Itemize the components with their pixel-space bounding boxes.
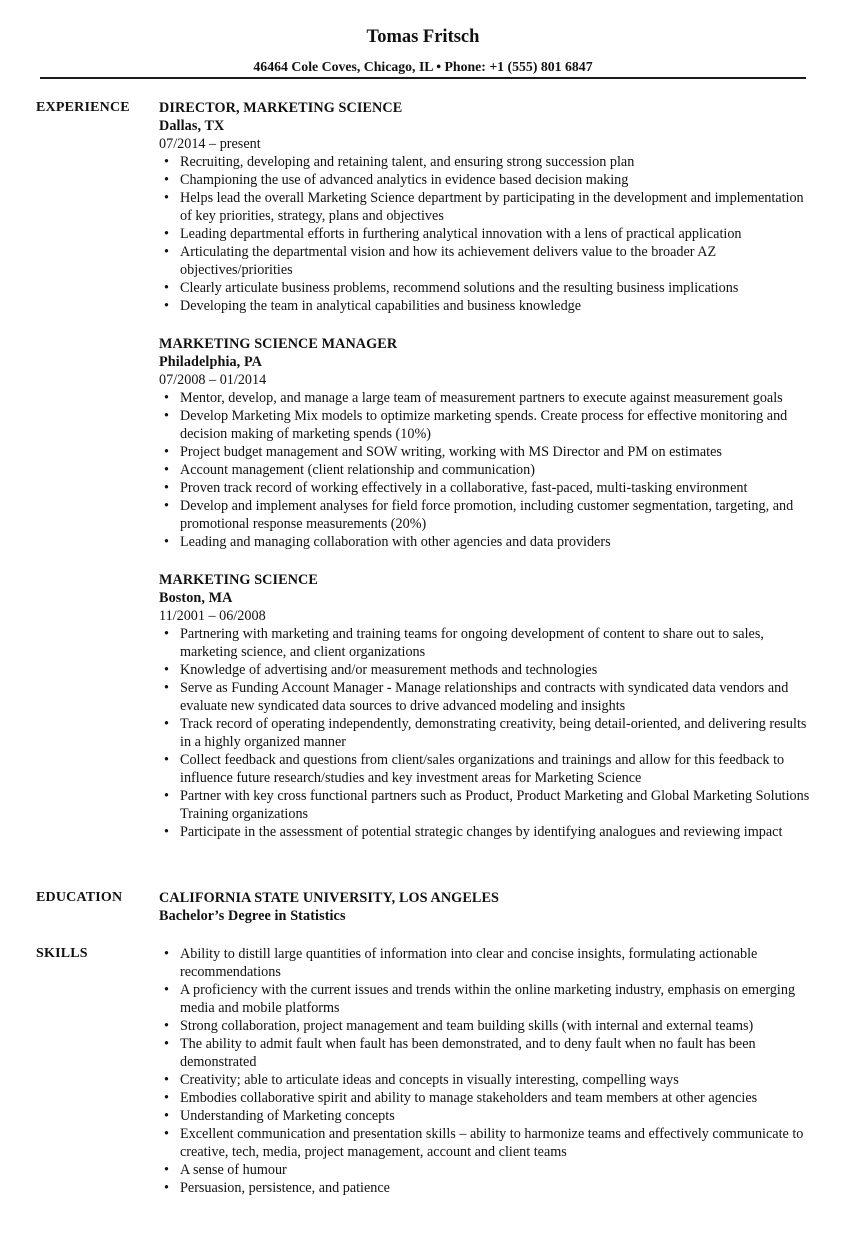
skills-bullets [159, 945, 819, 1197]
bullet-item: • Serve as Funding Account Manager - Manage relationships and contracts with syndicated data vendors and evaluate new syndicated data sources to drive advanced modeling and insights [159, 679, 819, 715]
bullet-item: • Developing the team in analytical capabilities and business knowledge [159, 297, 819, 315]
bullet-item: • Recruiting, developing and retaining talent, and ensuring strong succession plan [159, 153, 819, 171]
bullet-item: • The ability to admit fault when fault has been demonstrated, and to deny fault when no fault has been demonstrated [159, 1035, 819, 1071]
job-title: MARKETING SCIENCE [159, 572, 318, 588]
experience-heading: EXPERIENCE [36, 100, 130, 115]
degree-name: Bachelor’s Degree in Statistics [159, 908, 346, 924]
job-title: DIRECTOR, MARKETING SCIENCE [159, 100, 403, 116]
bullet-item: • Proven track record of working effectively in a collaborative, fast-paced, multi-tasking environment [159, 479, 819, 497]
bullet-item: • Develop and implement analyses for field force promotion, including customer segmentation, targeting, and promotional response measurements (20%) [159, 497, 819, 533]
bullet-item: • Participate in the assessment of potential strategic changes by identifying analogues and reviewing impact [159, 823, 819, 841]
job-bullets [159, 153, 819, 315]
bullet-item: • Creativity; able to articulate ideas and concepts in visually interesting, compelling ways [159, 1071, 819, 1089]
job-title: MARKETING SCIENCE MANAGER [159, 336, 398, 352]
job-location: Philadelphia, PA [159, 354, 263, 370]
bullet-item: • Understanding of Marketing concepts [159, 1107, 819, 1125]
bullet-item: • Account management (client relationship and communication) [159, 461, 819, 479]
bullet-item: • Championing the use of advanced analytics in evidence based decision making [159, 171, 819, 189]
skills-list [159, 945, 819, 1197]
education-heading: EDUCATION [36, 890, 123, 905]
bullet-item: • Project budget management and SOW writing, working with MS Director and PM on estimates [159, 443, 819, 461]
bullet-item: • Helps lead the overall Marketing Science department by participating in the development and implementation of key priorities, strategy, plans and objectives [159, 189, 819, 225]
candidate-name: Tomas Fritsch [366, 27, 480, 47]
education-entry [159, 889, 819, 925]
bullet-item: • Excellent communication and presentation skills – ability to harmonize teams and effectively communicate to creative, tech, media, project management, account and client teams [159, 1125, 819, 1161]
bullet-item: • Articulating the departmental vision and how its achievement delivers value to the broader AZ objectives/priorities [159, 243, 819, 279]
bullet-item: • Clearly articulate business problems, recommend solutions and the resulting business implications [159, 279, 819, 297]
job-bullets [159, 625, 819, 841]
bullet-item: • Leading and managing collaboration with other agencies and data providers [159, 533, 819, 551]
job-entry [159, 335, 819, 551]
school-name: CALIFORNIA STATE UNIVERSITY, LOS ANGELES [159, 890, 499, 906]
bullet-item: • A proficiency with the current issues and trends within the online marketing industry, emphasis on emerging media and mobile platforms [159, 981, 819, 1017]
skills-heading: SKILLS [36, 946, 88, 961]
bullet-item: • Strong collaboration, project management and team building skills (with internal and external teams) [159, 1017, 819, 1035]
job-dates: 07/2014 – present [159, 136, 261, 152]
bullet-item: • Knowledge of advertising and/or measurement methods and technologies [159, 661, 819, 679]
bullet-item: • Partnering with marketing and training teams for ongoing development of content to share out to sales, marketing science, and client organizations [159, 625, 819, 661]
job-dates: 07/2008 – 01/2014 [159, 372, 267, 388]
bullet-item: • Mentor, develop, and manage a large team of measurement partners to execute against measurement goals [159, 389, 819, 407]
contact-line: 46464 Cole Coves, Chicago, IL • Phone: +1 (555) 801 6847 [253, 59, 593, 74]
bullet-item: • Partner with key cross functional partners such as Product, Product Marketing and Global Marketing Solutions Training organizations [159, 787, 819, 823]
job-location: Boston, MA [159, 590, 233, 606]
job-dates: 11/2001 – 06/2008 [159, 608, 266, 624]
job-bullets [159, 389, 819, 551]
bullet-item: • A sense of humour [159, 1161, 819, 1179]
experience-list [159, 99, 819, 861]
bullet-item: • Embodies collaborative spirit and ability to manage stakeholders and team members at other agencies [159, 1089, 819, 1107]
job-location: Dallas, TX [159, 118, 225, 134]
bullet-item: • Collect feedback and questions from client/sales organizations and trainings and allow for this feedback to influence future research/studies and key investment areas for Marketing Science [159, 751, 819, 787]
bullet-item: • Track record of operating independently, demonstrating creativity, being detail-oriented, and delivering results in a highly organized manner [159, 715, 819, 751]
bullet-item: • Persuasion, persistence, and patience [159, 1179, 819, 1197]
job-entry [159, 99, 819, 315]
header-divider [40, 77, 806, 79]
job-entry [159, 571, 819, 841]
bullet-item: • Ability to distill large quantities of information into clear and concise insights, formulating actionable recommendations [159, 945, 819, 981]
bullet-item: • Develop Marketing Mix models to optimize marketing spends. Create process for effective monitoring and decision making of marketing spends (10%) [159, 407, 819, 443]
bullet-item: • Leading departmental efforts in furthering analytical innovation with a lens of practical application [159, 225, 819, 243]
